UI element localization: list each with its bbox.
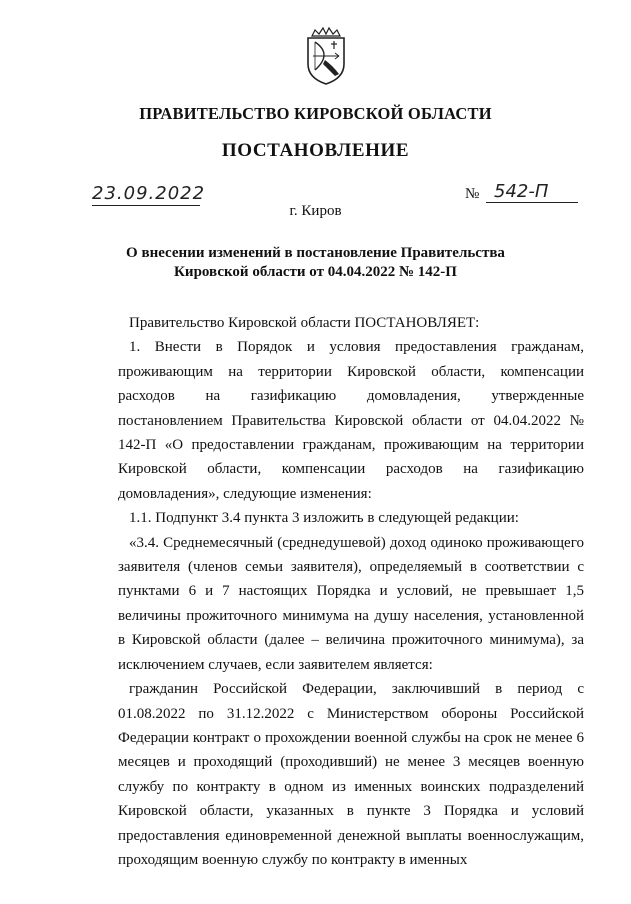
paragraph-3-4: «3.4. Среднемесячный (среднедушевой) доход одиноко проживающего заявителя (членов семьи заявителя), определяемый в соответствии с пунктами 6 и 7 настоящих Порядка и условий, не превышает 1,5 величины прожиточного минимума на душу населения, установленной в Кировской области (далее – величина прожиточного минимума), за исключением случаев, если заявителем является: (118, 534, 584, 673)
number-label: № (465, 186, 480, 202)
paragraph-1: 1. Внести в Порядок и условия предоставления гражданам, проживающим на территории Кировской области, компенсации расходов на газификацию домовладения, утвержденные постановлением Правительства Кировской области от 04.04.2022 № 142-П «О предоставлении гражданам, проживающим на территории Кировской области, компенсации расходов на газификацию домовладения», следующие изменения: (118, 339, 584, 502)
document-date: 23.09.2022 (92, 183, 206, 204)
document-number: 542-П (486, 181, 578, 203)
document-title (120, 244, 511, 282)
paragraph-1-1: 1.1. Подпункт 3.4 пункта 3 изложить в следующей редакции: (129, 510, 519, 527)
paragraph-resolves: Правительство Кировской области ПОСТАНОВЛЯЕТ: (129, 315, 480, 331)
document-type: ПОСТАНОВЛЕНИЕ (221, 140, 410, 161)
kirov-coat-of-arms-icon (303, 26, 349, 86)
document-title-line-2: Кировской области от 04.04.2022 № 142-П (174, 264, 457, 280)
document-body (118, 311, 584, 872)
organization-name: ПРАВИТЕЛЬСТВО КИРОВСКОЙ ОБЛАСТИ (139, 104, 492, 123)
paragraph-citizen: гражданин Российской Федерации, заключивший в период с 01.08.2022 по 31.12.2022 с Министерством обороны Российской Федерации контракт о прохождении военной службы на срок не менее 6 месяцев и проходящий (проходивший) не менее 3 месяцев военную службу по контракту в одном из именных воинских подразделений Кировской области, указанных в пункте 3 Порядка и условий предоставления единовременной денежной выплаты военнослужащим, проходящим военную службу по контракту в именных (118, 681, 584, 868)
city: г. Киров (289, 203, 342, 219)
document-title-line-1: О внесении изменений в постановление Правительства (126, 245, 505, 261)
